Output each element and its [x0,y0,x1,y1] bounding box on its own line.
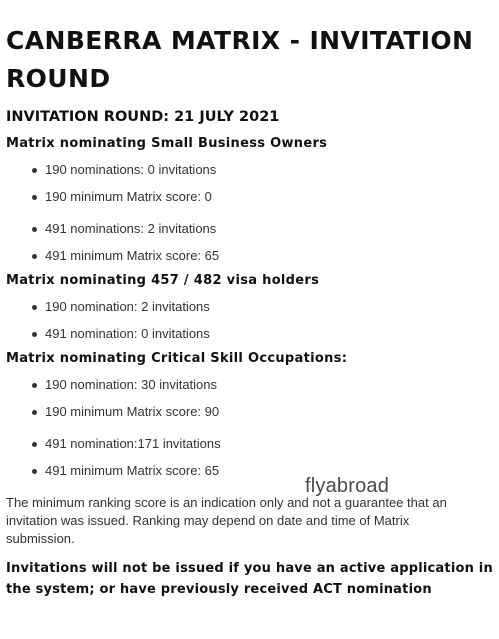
bullet-list [6,376,494,480]
section-visa-holders [6,271,494,343]
list-item: 491 minimum Matrix score: 65 [32,462,494,480]
list-item: 491 nomination: 0 invitations [32,325,494,343]
list-item: 190 nomination: 2 invitations [32,298,494,316]
section-heading: Matrix nominating 457 / 482 visa holders [6,273,320,288]
list-item: 190 nomination: 30 invitations [32,376,494,394]
watermark: flyabroad [305,475,390,497]
list-item: 190 minimum Matrix score: 90 [32,403,494,421]
bullet-list [6,298,494,343]
article [6,22,494,600]
page-title: CANBERRA MATRIX - INVITATION ROUND [6,26,474,93]
bullet-list [6,161,494,265]
list-item: 491 minimum Matrix score: 65 [32,247,494,265]
section-heading: Matrix nominating Small Business Owners [6,136,328,151]
list-item: 491 nominations: 2 invitations [32,220,494,238]
section-small-business [6,134,494,265]
list-item: 491 nomination:171 invitations [32,435,494,453]
round-heading: INVITATION ROUND: 21 JULY 2021 [6,109,280,125]
section-critical-skills [6,349,494,480]
list-item: 190 nominations: 0 invitations [32,161,494,179]
list-item: 190 minimum Matrix score: 0 [32,188,494,206]
section-heading: Matrix nominating Critical Skill Occupations: [6,351,348,366]
disclaimer-note: The minimum ranking score is an indication only and not a guarantee that an invitation was issued. Ranking may depend on date and time of Matrix submission. [6,495,447,546]
warning-text: Invitations will not be issued if you have an active application in the system; or have previously received ACT nomination [6,561,493,597]
